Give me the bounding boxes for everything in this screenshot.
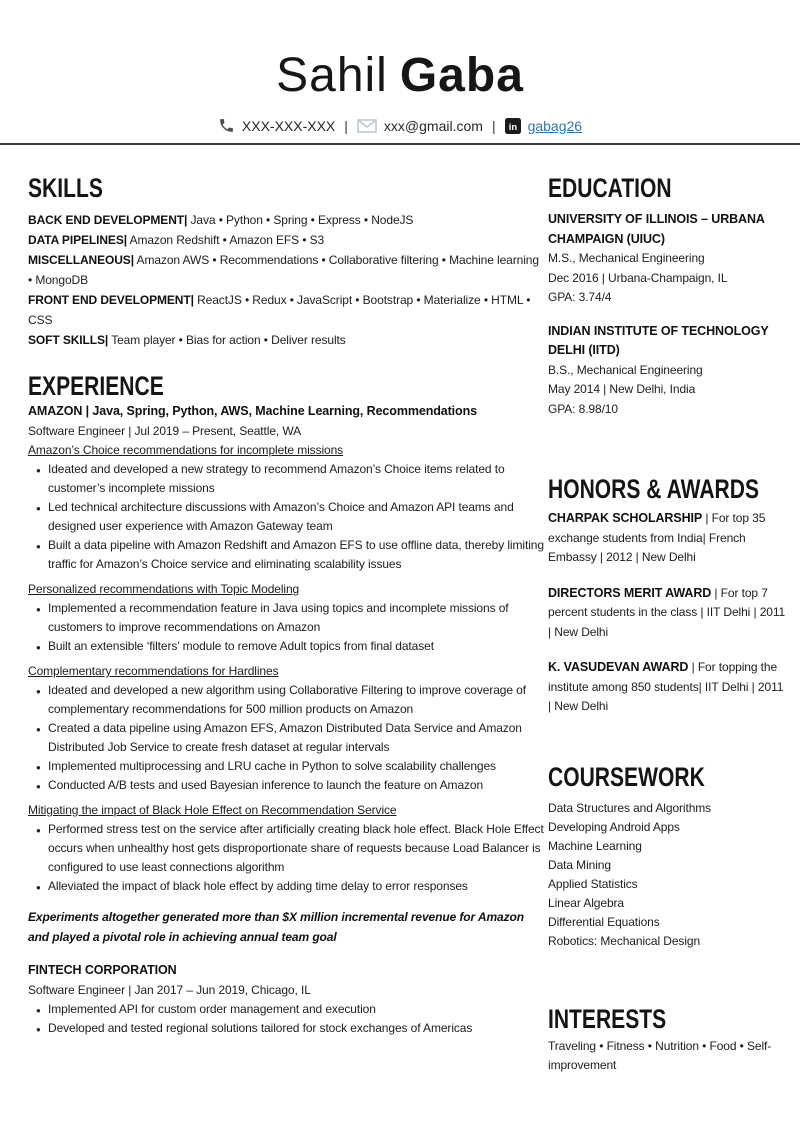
project-block bbox=[28, 580, 546, 656]
project-title bbox=[28, 801, 546, 820]
bullet-item: ● Performed stress test on the service after artificially creating black hole effect. Black Hole Effect occurs when unhealthy host gets disproportionate share of requests because Load Balancer is configured to use least connections algorithm bbox=[48, 820, 546, 877]
linkedin-link[interactable]: gabag26 bbox=[527, 117, 583, 134]
contact-row bbox=[0, 117, 800, 134]
school-gpa: GPA: 3.74/4 bbox=[548, 290, 612, 304]
bullet-item: ● Created a data pipeline using Amazon EFS, Amazon Distributed Data Service and Amazon Distributed Job Service to create fresh dataset at regular intervals bbox=[48, 719, 546, 757]
svg-text:in: in bbox=[508, 121, 517, 133]
project-bullets bbox=[28, 681, 546, 795]
skills-heading: SKILLS bbox=[28, 173, 103, 203]
course-item: Differential Equations bbox=[548, 914, 660, 929]
course-item: Data Mining bbox=[548, 857, 611, 872]
job-title: AMAZON | Java, Spring, Python, AWS, Machine Learning, Recommendations bbox=[28, 404, 477, 418]
honors-heading: HONORS & AWARDS bbox=[548, 474, 760, 504]
contact-separator: | bbox=[344, 117, 348, 134]
bullet-item: ● Built a data pipeline with Amazon Redshift and Amazon EFS to use offline data, thereby limiting traffic for Amazon’s Choice service and eliminating scalability issues bbox=[48, 536, 546, 574]
school-degree: M.S., Mechanical Engineering bbox=[548, 251, 705, 265]
skill-row bbox=[28, 230, 546, 250]
job-title: FINTECH CORPORATION bbox=[28, 963, 177, 977]
skill-category: FRONT END DEVELOPMENT| bbox=[28, 293, 194, 307]
bullet-item: ● Implemented multiprocessing and LRU cache in Python to solve scalability challenges bbox=[48, 757, 546, 776]
bullet-item: ● Ideated and developed a new strategy to recommend Amazon’s Choice items related to customer’s incomplete missions bbox=[48, 460, 546, 498]
school-name: INDIAN INSTITUTE OF TECHNOLOGY DELHI (IITD) bbox=[548, 323, 769, 357]
project-bullets bbox=[28, 599, 546, 656]
award-detail: | For top 35 exchange students from India| French Embassy | 2012 | New Delhi bbox=[548, 511, 766, 564]
education-heading: EDUCATION bbox=[548, 173, 672, 203]
right-column bbox=[548, 174, 786, 1076]
course-item: Linear Algebra bbox=[548, 895, 624, 910]
project-title-text: Amazon’s Choice recommendations for incomplete missions bbox=[28, 443, 344, 457]
bullet-item: ● Implemented API for custom order management and execution bbox=[48, 1000, 546, 1019]
skill-detail: Amazon Redshift • Amazon EFS • S3 bbox=[126, 233, 325, 247]
project-title bbox=[28, 662, 546, 681]
email-address: xxx@gmail.com bbox=[383, 117, 483, 134]
school-degree: B.S., Mechanical Engineering bbox=[548, 362, 703, 377]
bullet-item: ● Ideated and developed a new algorithm using Collaborative Filtering to improve coverage of complementary recommendations for 500 million products on Amazon bbox=[48, 681, 546, 719]
school-name: UNIVERSITY OF ILLINOIS – URBANA CHAMPAIGN (UIUC) bbox=[548, 212, 765, 246]
left-column bbox=[28, 174, 546, 1038]
award-detail: | For top 7 percent students in the class | IIT Delhi | 2011 | New Delhi bbox=[548, 585, 786, 639]
job-role-line: Software Engineer | Jan 2017 – Jun 2019, Chicago, IL bbox=[28, 982, 311, 997]
course-item: Applied Statistics bbox=[548, 876, 638, 891]
project-title-text: Complementary recommendations for Hardlines bbox=[28, 664, 279, 678]
school-date-location: Dec 2016 | Urbana-Champaign, IL bbox=[548, 270, 728, 285]
project-bullets bbox=[28, 460, 546, 574]
project-title-text: Personalized recommendations with Topic Modeling bbox=[28, 582, 300, 596]
project-bullets bbox=[28, 820, 546, 896]
first-name: Sahil bbox=[276, 49, 388, 102]
project-title bbox=[28, 580, 546, 599]
skill-detail: Team player • Bias for action • Deliver results bbox=[108, 333, 346, 347]
school-entry bbox=[548, 322, 786, 420]
bullet-item: ● Led technical architecture discussions with Amazon’s Choice and Amazon API teams and designed user experience with Amazon Gateway team bbox=[48, 498, 546, 536]
skills-list bbox=[28, 210, 546, 350]
skill-detail: ReactJS • Redux • JavaScript • Bootstrap • Materialize • HTML • CSS bbox=[28, 293, 531, 327]
last-name: Gaba bbox=[399, 49, 524, 102]
bullet-item: ● Implemented a recommendation feature in Java using topics and incomplete missions of customers to improve recommendations on Amazon bbox=[48, 599, 546, 637]
course-list bbox=[548, 799, 786, 951]
impact-summary: Experiments altogether generated more than $X million incremental revenue for Amazon and played a pivotal role in achieving annual team goal bbox=[28, 910, 524, 944]
job-role-line: Software Engineer | Jul 2019 – Present, Seattle, WA bbox=[28, 423, 302, 438]
skill-detail: Java • Python • Spring • Express • NodeJS bbox=[187, 213, 414, 227]
award-detail: | For topping the institute among 850 students| IIT Delhi | 2011 | New Delhi bbox=[548, 660, 784, 713]
school-entry bbox=[548, 210, 786, 308]
award-entry bbox=[548, 658, 786, 717]
project-block bbox=[28, 801, 546, 896]
experience-heading: EXPERIENCE bbox=[28, 371, 164, 401]
skill-row bbox=[28, 290, 546, 330]
skill-row bbox=[28, 210, 546, 230]
award-name: CHARPAK SCHOLARSHIP bbox=[548, 511, 703, 525]
job-amazon bbox=[28, 402, 546, 947]
project-block bbox=[28, 441, 546, 574]
skill-detail: Amazon AWS • Recommendations • Collaborative filtering • Machine learning • MongoDB bbox=[28, 253, 539, 287]
skill-category: DATA PIPELINES| bbox=[28, 233, 127, 247]
bullet-item: ● Alleviated the impact of black hole effect by adding time delay to error responses bbox=[48, 877, 546, 896]
course-item: Robotics: Mechanical Design bbox=[548, 933, 701, 948]
phone-number: XXX-XXX-XXX bbox=[241, 117, 336, 134]
skill-row bbox=[28, 250, 546, 290]
linkedin-icon bbox=[505, 118, 521, 134]
school-date-location: May 2014 | New Delhi, India bbox=[548, 382, 696, 396]
project-block bbox=[28, 662, 546, 795]
course-item: Developing Android Apps bbox=[548, 819, 680, 834]
course-item: Data Structures and Algorithms bbox=[548, 800, 712, 815]
bullet-item: ● Built an extensible ‘filters’ module to remove Adult topics from final dataset bbox=[48, 637, 546, 656]
interests-text: Traveling • Fitness • Nutrition • Food • Self-improvement bbox=[548, 1038, 772, 1072]
interests-heading: INTERESTS bbox=[548, 1003, 667, 1034]
coursework-heading: COURSEWORK bbox=[548, 761, 705, 792]
skill-row bbox=[28, 330, 546, 350]
award-entry bbox=[548, 584, 786, 643]
candidate-name bbox=[0, 50, 800, 102]
award-name: DIRECTORS MERIT AWARD bbox=[548, 585, 712, 600]
award-entry bbox=[548, 509, 786, 568]
award-name: K. VASUDEVAN AWARD bbox=[548, 660, 689, 674]
contact-separator: | bbox=[491, 117, 496, 134]
skill-category: SOFT SKILLS| bbox=[28, 333, 109, 347]
bullet-item: ● Developed and tested regional solutions tailored for stock exchanges of Americas bbox=[48, 1019, 546, 1038]
project-title bbox=[28, 441, 546, 460]
job-fintech bbox=[28, 961, 546, 1038]
course-item: Machine Learning bbox=[548, 838, 642, 853]
phone-icon bbox=[218, 117, 235, 134]
skill-category: BACK END DEVELOPMENT| bbox=[28, 213, 188, 227]
header-divider bbox=[0, 143, 800, 145]
email-icon bbox=[357, 119, 377, 133]
project-title-text: Mitigating the impact of Black Hole Effect on Recommendation Service bbox=[28, 803, 397, 817]
skill-category: MISCELLANEOUS| bbox=[28, 253, 134, 267]
job-bullets bbox=[28, 1000, 546, 1038]
school-gpa: GPA: 8.98/10 bbox=[548, 401, 618, 416]
bullet-item: ● Conducted A/B tests and used Bayesian inference to launch the feature on Amazon bbox=[48, 776, 546, 795]
